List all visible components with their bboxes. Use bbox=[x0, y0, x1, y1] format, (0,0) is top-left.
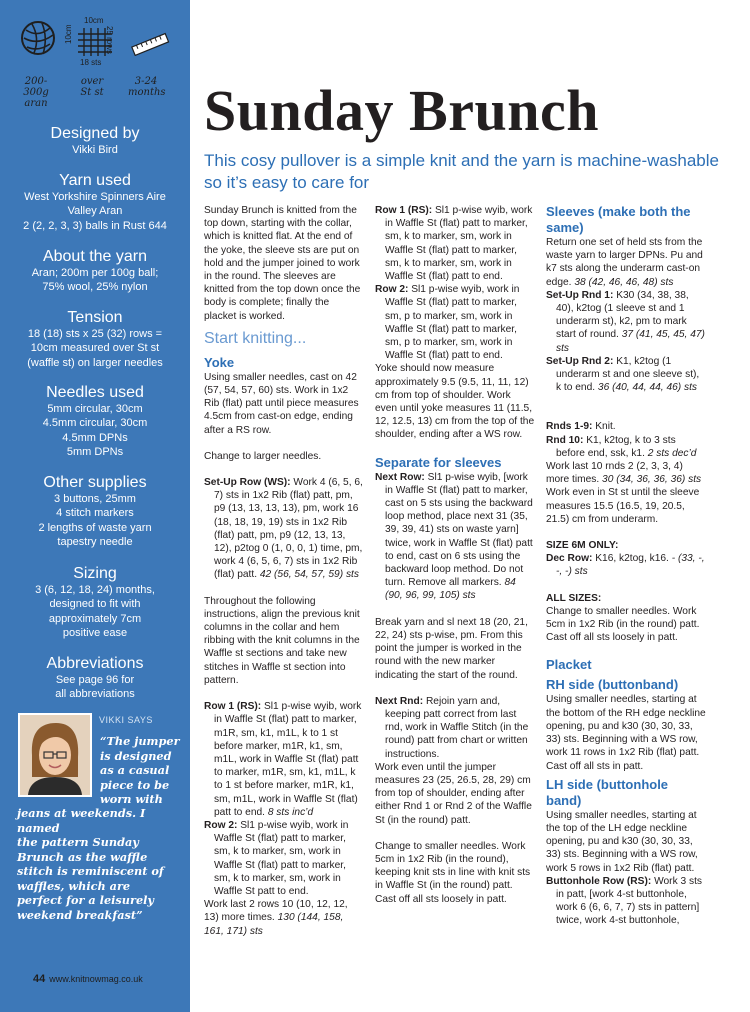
row1-label: Row 1 (RS): bbox=[204, 701, 262, 713]
page-number: 44 bbox=[33, 973, 46, 985]
work-last-text: Work last 10 rnds 2 (2, 3, 3, 4) more times. bbox=[546, 461, 683, 486]
rnd10-count: 2 sts dec’d bbox=[647, 447, 697, 459]
gauge-width: 10cm bbox=[84, 16, 104, 25]
page-title: Sunday Brunch bbox=[204, 78, 599, 143]
setup-rnd1-text: K30 (34, 38, 38, 40), k2tog (1 sleeve st and 1 underarm st), k2, pm to mark start of round. bbox=[556, 289, 689, 341]
rnds-1-9-text: Knit. bbox=[592, 421, 616, 433]
sizing-line: 3 (6, 12, 18, 24) months, bbox=[35, 584, 155, 596]
all-sizes-text: ALL SIZES: bbox=[546, 592, 602, 604]
row2-instruction bbox=[204, 819, 364, 898]
needles-section bbox=[0, 383, 190, 459]
col2-row1-instruction bbox=[375, 204, 535, 283]
yoke-heading: Yoke bbox=[204, 354, 235, 370]
separate-sleeves-heading: Separate for sleeves bbox=[375, 454, 502, 470]
next-row-instruction bbox=[375, 471, 535, 603]
next-rnd-label: Next Rnd: bbox=[375, 695, 424, 707]
setup-rnd2-instruction bbox=[546, 355, 706, 395]
row2-label: Row 2: bbox=[204, 819, 238, 831]
abbreviations-section bbox=[0, 654, 190, 702]
repeat-count: 130 (144, 158, 161, 171) sts bbox=[204, 912, 344, 937]
col2-row1-label: Row 1 (RS): bbox=[375, 205, 433, 216]
yarn-used-line: West Yorkshire Spinners Aire bbox=[24, 191, 166, 203]
setup-row-text: Work 4 (6, 5, 6, 7) sts in 1x2 Rib (flat) patt, pm, p9 (13, 13, 13, 13), pm, work 16 (18, 18, 19, 19) sts in 1x2 Rib (flat) patt, pm, p9 (12, 13, 13, 12), p2tog 0 (1, 0, 0, 1) time, pm, work 4 (6, 5, 6, 7) sts in 1x2 Rib (flat) patt. bbox=[214, 477, 363, 581]
start-knitting-heading: Start knitting... bbox=[204, 329, 307, 347]
needles-heading: Needles used bbox=[46, 384, 144, 401]
setup-row-label: Set-Up Row (WS): bbox=[204, 477, 291, 489]
setup-rnd2-count: 36 (40, 44, 44, 46) sts bbox=[597, 382, 698, 394]
yarn-used-section bbox=[0, 171, 190, 233]
intro-paragraph: Sunday Brunch is knitted from the top down, starting with the collar, which is knitted flat. At the end of the yoke, the sleeve sts are put on hold and the jumper joined to work in the round. The sleeves are knitted from the top down once the body is complete; finally the placket is worked. bbox=[204, 205, 361, 322]
col2-row2-instruction bbox=[375, 283, 535, 362]
next-row-label: Next Row: bbox=[375, 471, 425, 483]
yoke-text: Using smaller needles, cast on 42 (57, 54, 57, 60) sts. Work in 1x2 Rib (flat) patt until piece measures 4.5cm from cast-on edge, ending after a RS row. bbox=[204, 371, 359, 436]
quote-line: the pattern Sunday bbox=[17, 835, 139, 849]
designer-photo bbox=[18, 713, 92, 797]
supplies-line: 4 stitch markers bbox=[56, 507, 134, 520]
rnd10-instruction bbox=[546, 434, 706, 460]
yarn-used-heading: Yarn used bbox=[59, 172, 131, 189]
designed-by-heading: Designed by bbox=[50, 125, 140, 142]
supplies-line: 2 lengths of waste yarn bbox=[38, 521, 152, 534]
setup-row-instruction bbox=[204, 476, 364, 582]
next-rnd-instruction bbox=[375, 695, 535, 761]
yarn-used-line: Valley Aran bbox=[67, 205, 123, 218]
yoke-measure-text: Yoke should now measure approximately 9.5 (9.5, 11, 11, 12) cm from top of shoulder. Work even until yoke measures 11 (11.5, 12, 12.5, 13) cm from the top of the shoulder, ending after a WS row. bbox=[375, 363, 535, 441]
ruler-icon bbox=[130, 32, 170, 56]
quote-line: perfect for a leisurely bbox=[17, 893, 154, 907]
setup-rnd2-text: K1, k2tog (1 underarm st and one sleeve st), k to end. bbox=[556, 355, 700, 394]
about-yarn-section bbox=[0, 247, 190, 295]
setup-rnd1-label: Set-Up Rnd 1: bbox=[546, 289, 614, 301]
gauge-height: 10cm bbox=[64, 24, 73, 44]
gauge-sts: 18 sts bbox=[80, 58, 102, 67]
website-url[interactable]: www.knitnowmag.co.uk bbox=[49, 974, 143, 984]
change-needles-text: Change to larger needles. bbox=[204, 450, 322, 462]
buttonhole-row-label: Buttonhole Row (RS): bbox=[546, 875, 652, 887]
size-6m-label bbox=[546, 539, 706, 552]
repeat-instruction bbox=[204, 898, 364, 938]
quote-line: waffles, which are bbox=[17, 878, 131, 893]
quote-line: stitch is reminiscent of bbox=[17, 864, 164, 878]
col2-row2-text: Sl1 p-wise wyib, work in Waffle St (flat) patt to marker, sm, p to marker, sm, work in Waffle St (flat) patt to marker, sm, p to marker, sm, work in Waffle St (flat) patt to end. bbox=[385, 284, 520, 362]
yarn-ball-icon bbox=[20, 20, 56, 56]
setup-row-count: 42 (56, 54, 57, 59) sts bbox=[259, 569, 359, 581]
setup-rnd1-instruction bbox=[546, 289, 706, 355]
quote-short-lines bbox=[100, 734, 180, 807]
abbreviations-heading: Abbreviations bbox=[46, 655, 144, 672]
page-footer bbox=[33, 973, 143, 985]
info-icons bbox=[18, 14, 178, 114]
work-even-text: Work even until the jumper measures 23 (25, 26.5, 28, 29) cm from top of shoulder, ending after either Rnd 1 or Rnd 2 of the Waffle St (in the round) patt. bbox=[375, 761, 532, 826]
all-sizes-label bbox=[546, 592, 706, 605]
work-last-instruction bbox=[546, 460, 706, 486]
buttonhole-row-instruction bbox=[546, 875, 706, 928]
sleeve-work-even-text: Work even in St st until the sleeve measures 15.5 (16.5, 19, 20.5, 21.5) cm from underarm. bbox=[546, 487, 700, 525]
about-yarn-line: 75% wool, 25% nylon bbox=[42, 281, 148, 294]
setup-rnd2-label: Set-Up Rnd 2: bbox=[546, 355, 614, 367]
setup-rnd1-count: 37 (41, 45, 45, 47) sts bbox=[556, 329, 705, 354]
quote-line: piece to be bbox=[100, 777, 170, 792]
rnd10-text: K1, k2tog, k to 3 sts before end, ssk, k1. bbox=[556, 434, 676, 459]
sleeves-count: 38 (42, 46, 46, 48) sts bbox=[574, 276, 674, 288]
designed-by-section bbox=[0, 124, 190, 157]
next-rnd-text: Rejoin yarn and, keeping patt correct from last rnd, work in Waffle Stitch (in the round) patt from chart or written instructions. bbox=[385, 695, 529, 760]
row1-text: Sl1 p-wise wyib, work in Waffle St (flat) patt to marker, m1R, sm, k1, m1L, k to 1 st before marker, m1R, k1, sm, m1L, work in Waffle St (flat) patt to marker, m1R, sm, k1, m1L, k to 1 st before marker, m1R, k1, sm, m1L, work in Waffle St (flat) patt to end. bbox=[214, 701, 362, 818]
needles-line: 4.5mm DPNs bbox=[62, 431, 128, 444]
throughout-text: Throughout the following instructions, align the previous knit columns in the collar and hem ribbing with the knit columns in the Waffle st sections and take new stitches in Waffle st section into pattern. bbox=[204, 595, 360, 686]
abbreviations-line: See page 96 for bbox=[55, 674, 135, 686]
supplies-heading: Other supplies bbox=[43, 474, 147, 491]
tension-heading: Tension bbox=[67, 309, 123, 326]
about-yarn-heading: About the yarn bbox=[42, 248, 148, 265]
supplies-line: tapestry needle bbox=[57, 535, 133, 548]
lh-side-heading: LH side (buttonhole band) bbox=[546, 776, 669, 808]
work-last-count: 30 (34, 36, 36, 36) sts bbox=[602, 474, 702, 486]
sizing-line: positive ease bbox=[62, 626, 128, 639]
quote-line: “The jumper bbox=[100, 734, 180, 748]
needles-line: 4.5mm circular, 30cm bbox=[42, 417, 148, 430]
next-row-count: 84 (90, 96, 99, 105) sts bbox=[385, 577, 516, 602]
sizes-label: 3-24 months bbox=[128, 76, 166, 98]
tension-line: 18 (18) sts x 25 (32) rows = bbox=[27, 328, 163, 340]
needles-line: 5mm circular, 30cm bbox=[47, 403, 143, 415]
sleeves-instruction bbox=[546, 236, 706, 289]
sidebar bbox=[0, 0, 190, 1012]
quote-full-lines bbox=[17, 806, 190, 922]
sleeves-heading: Sleeves (make both the same) bbox=[546, 204, 691, 235]
yarn-weight-label: 200-300g aran bbox=[23, 76, 49, 109]
col2-row2-label: Row 2: bbox=[375, 284, 409, 296]
dec-row-instruction bbox=[546, 552, 706, 578]
designer-says-label: VIKKI SAYS bbox=[99, 715, 153, 725]
needles-line: 5mm DPNs bbox=[66, 445, 124, 458]
supplies-line: 3 buttons, 25mm bbox=[54, 493, 136, 505]
abbreviations-line: all abbreviations bbox=[55, 688, 135, 701]
designer-name: Vikki Bird bbox=[72, 144, 118, 156]
col2-row1-text: Sl1 p-wise wyib, work in Waffle St (flat) patt to marker, sm, k to marker, sm, work in Waffle St (flat) patt to marker, sm, k to marker, sm, work in Waffle St (flat) patt to end. bbox=[385, 205, 533, 283]
tension-line: 10cm measured over St st bbox=[30, 342, 160, 355]
quote-line: jeans at weekends. I named bbox=[17, 806, 146, 835]
quote-line: weekend breakfast” bbox=[17, 907, 143, 922]
standfirst: This cosy pullover is a simple knit and the yarn is machine-washable so it’s easy to care for bbox=[204, 151, 719, 192]
column-1 bbox=[204, 204, 364, 938]
size-6m-text: SIZE 6M ONLY: bbox=[546, 540, 619, 552]
about-yarn-line: Aran; 200m per 100g ball; bbox=[31, 267, 159, 279]
repeat-text: Work last 2 rows 10 (10, 12, 12, 13) more times. bbox=[204, 899, 348, 924]
all-sizes-instruction: Change to smaller needles. Work 5cm in 1x2 Rib (in the round) patt. Cast off all sts loosely in patt. bbox=[546, 605, 700, 644]
quote-line: as a casual bbox=[100, 763, 170, 777]
gauge-label: over St st bbox=[80, 76, 104, 98]
rh-side-text: Using smaller needles, starting at the bottom of the RH edge neckline opening, pu and k30 (30, 30, 33, 33) sts. Beginning with a WS row, work 11 rows in 1x2 Rib (flat) patt. Cast off all sts in patt. bbox=[546, 694, 706, 772]
sizing-section bbox=[0, 564, 190, 640]
tension-section bbox=[0, 308, 190, 370]
yarn-used-line: 2 (2, 2, 3, 3) balls in Rust 644 bbox=[23, 219, 167, 232]
gauge-rows: 25 rows bbox=[105, 26, 114, 55]
quote-line: is designed bbox=[100, 748, 172, 763]
rnd10-label: Rnd 10: bbox=[546, 434, 584, 446]
row1-count: 8 sts inc’d bbox=[267, 806, 314, 818]
row1-instruction bbox=[204, 700, 364, 819]
buttonhole-row-text: Work 3 sts in patt, [work 4-st buttonhole, work 6 (6, 6, 7, 7) sts in pattern] twice, work 4-st buttonhole, bbox=[556, 875, 703, 927]
sizing-line: designed to fit with bbox=[49, 598, 141, 611]
placket-heading: Placket bbox=[546, 657, 592, 673]
column-2 bbox=[375, 204, 535, 906]
row2-text: Sl1 p-wise wyib, work in Waffle St (flat) patt to marker, sm, k to marker, sm, work in Waffle St (flat) patt to marker, sm, k to marker, sm, work in Waffle St patt to end. bbox=[214, 819, 349, 897]
break-yarn-text: Break yarn and sl next 18 (20, 21, 22, 24) sts p-wise, pm. From this point the jumper is worked in the round with the new marker indicating the start of the round. bbox=[375, 616, 528, 681]
sizing-heading: Sizing bbox=[73, 565, 117, 582]
tension-line: (waffle st) on larger needles bbox=[27, 356, 163, 369]
column-3 bbox=[546, 204, 706, 928]
rnds-1-9-label: Rnds 1-9: bbox=[546, 421, 593, 433]
quote-line: worn with bbox=[100, 792, 163, 806]
sizing-line: approximately 7cm bbox=[48, 612, 142, 625]
rnds-1-9-instruction bbox=[546, 420, 706, 433]
dec-row-text: K16, k2tog, k16. bbox=[592, 553, 672, 565]
dec-row-count: - (33, -, -, -) sts bbox=[556, 553, 705, 578]
next-row-text: Sl1 p-wise wyib, [work in Waffle St (flat) patt to marker, cast on 5 sts using the backward loop method, place next 31 (35, 39, 39, 41) sts on waste yarn] twice, work in Waffle St (flat) patt to end, cast on 6 sts using the backward loop method. Do not turn. Remove all markers. bbox=[385, 471, 533, 589]
supplies-section bbox=[0, 473, 190, 549]
lh-side-text: Using smaller needles, starting at the top of the LH edge neckline opening, pu and k30 (30, 30, 33, 33) sts. Beginning with a WS row, work 5 rows in 1x2 Rib (flat) patt. bbox=[546, 809, 698, 874]
dec-row-label: Dec Row: bbox=[546, 553, 593, 565]
quote-line: Brunch as the waffle bbox=[17, 849, 148, 864]
change-smaller-text: Change to smaller needles. Work 5cm in 1x2 Rib (in the round), keeping knit sts in line with knit sts in Waffle St (in the round) patt. Cast off all sts loosely in patt. bbox=[375, 840, 531, 905]
rh-side-heading: RH side (buttonband) bbox=[546, 677, 679, 693]
sleeves-text: Return one set of held sts from the waste yarn to larger DPNs. Pu and k7 sts along the underarm cast-on edge. bbox=[546, 237, 703, 288]
